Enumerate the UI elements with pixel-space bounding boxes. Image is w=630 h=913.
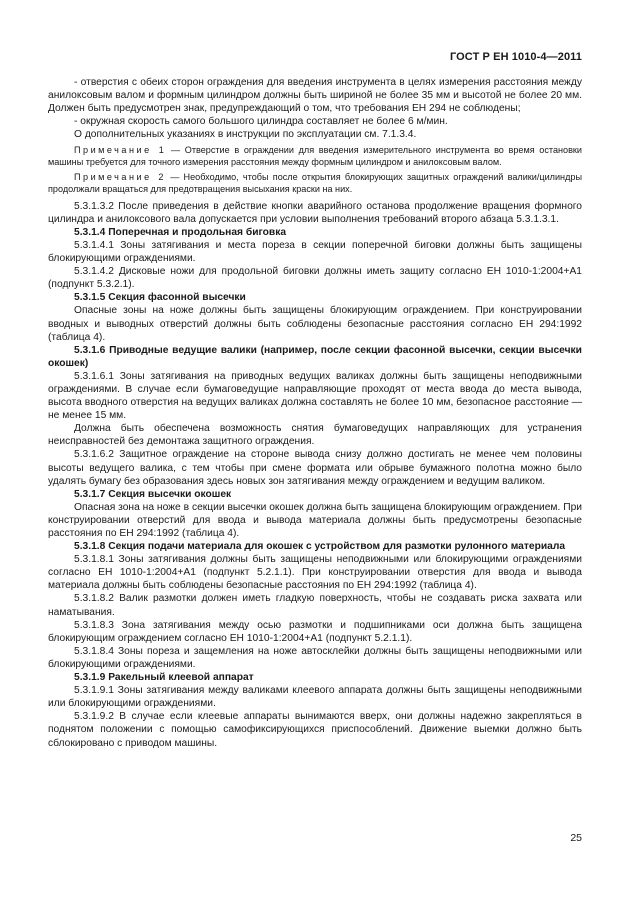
paragraph: 5.3.1.4.1 Зоны затягивания и места пореза в секции поперечной биговки должны быть защищены блокирующими ограждениями. [48,239,582,265]
note-label: Примечание 1 [74,145,167,156]
page-body [48,76,582,750]
standard-header: ГОСТ Р ЕН 1010-4—2011 [449,51,582,63]
list-item: - окружная скорость самого большого цилиндра составляет не более 6 м/мин. [74,116,448,128]
paragraph: 5.3.1.8.2 Валик размотки должен иметь гладкую поверхность, чтобы не создавать риска захвата или наматывания. [48,593,582,618]
paragraph: 5.3.1.8.3 Зона затягивания между осью размотки и подшипниками оси должна быть защищена блокирующим ограждением согласно ЕН 1010-1:2004+А1 (подпункт 5.2.1.1). [48,619,582,644]
list-item: - отверстия с обеих сторон ограждения для введения инструмента в целях измерения расстояния между анилоксовым валом и формным цилиндром должны быть шириной не более 35 мм и высотой не более 20 мм. Должен быть предусмотрен знак, предупреждающий о том, что требования ЕН 294 не соблюдены; [48,77,582,115]
paragraph: Должна быть обеспечена возможность снятия бумаговедущих направляющих для устранения неисправностей без демонтажа защитного ограждения. [48,423,582,448]
paragraph: 5.3.1.8.4 Зоны пореза и защемления на ноже автосклейки должны быть защищены неподвижными или блокирующими ограждениями. [48,645,582,670]
paragraph: 5.3.1.8.1 Зоны затягивания должны быть защищены неподвижными или блокирующими ограждениями согласно ЕН 1010-1:2004+А1 (подпункт 5.2.1.1). При конструировании отверстия для ввода и вывода материала должны быть соблюдены безопасные расстояния по ЕН 294:1992 (таблица 4). [48,554,582,592]
paragraph: 5.3.1.4.2 Дисковые ножи для продольной биговки должны иметь защиту согласно ЕН 1010-1:2004+А1 (подпункт 5.3.2.1). [48,266,582,291]
note-text: — Отверстие в ограждении для введения измерительного инструмента во время остановки машины требуется для точного измерения расстояния между формным цилиндром и анилоксовым валом. [48,145,582,168]
paragraph: 5.3.1.9.1 Зоны затягивания между валиками клеевого аппарата должны быть защищены неподвижными или блокирующими ограждениями. [48,685,582,710]
note-label: Примечание 2 [74,172,166,183]
paragraph: 5.3.1.6.2 Защитное ограждение на стороне вывода снизу должно достигать не менее чем половины высоты ведущего валика, с тем чтобы при смене формата или обрыве бумажного полотна можно было удалять бумагу без образования здесь новых зон затягивания между ограждением и ведущим валиком. [48,449,582,487]
section-heading: 5.3.1.4 Поперечная и продольная биговка [74,226,287,238]
paragraph: 5.3.1.6.1 Зоны затягивания на приводных ведущих валиках должны быть защищены неподвижными ограждениями. В случае если бумаговедущие направляющие проходят от места ввода до места вывода, высота вводного отверстия на ведущих валиках должна составлять не более 10 мм, безопасное расстояние — не менее 15 мм. [48,370,582,422]
section-heading: 5.3.1.8 Секция подачи материала для окошек с устройством для размотки рулонного материала [74,541,566,553]
paragraph: 5.3.1.9.2 В случае если клеевые аппараты вынимаются вверх, они должны надежно закрепляться в поднятом положении с помощью самофиксирующихся приспособлений. Движение выемки должно быть сблокировано с приводом машины. [48,711,582,749]
paragraph: Опасные зоны на ноже должны быть защищены блокирующим ограждением. При конструировании вводных и выводных отверстий должны быть соблюдены безопасные расстояния согласно ЕН 294:1992 (таблица 4). [48,305,582,343]
paragraph: 5.3.1.3.2 После приведения в действие кнопки аварийного останова продолжение вращения формного цилиндра и анилоксового вала допускается при условии выполнения требований второго абзаца 5.3.1.3.1. [48,200,582,225]
paragraph: Опасная зона на ноже в секции высечки окошек должна быть защищена блокирующим ограждением. При конструировании отверстий для ввода и вывода материала должны быть предусмотрены безопасные расстояния по ЕН 294:1992 (таблица 4). [48,501,582,539]
section-heading: 5.3.1.9 Ракельный клеевой аппарат [74,672,254,684]
note-text: — Необходимо, чтобы после открытия блокирующих защитных ограждений валики/цилиндры продолжали вращаться для предотвращения высыхания краски на них. [48,172,582,194]
note-1 [48,145,582,169]
note-2 [48,172,582,196]
paragraph: О дополнительных указаниях в инструкции по эксплуатации см. 7.1.3.4. [74,129,417,141]
page-number: 25 [570,832,582,844]
section-heading: 5.3.1.7 Секция высечки окошек [74,488,232,500]
section-heading: 5.3.1.5 Секция фасонной высечки [74,292,246,304]
section-heading: 5.3.1.6 Приводные ведущие валики (например, после секции фасонной высечки, секции высечки окошек) [48,344,582,369]
